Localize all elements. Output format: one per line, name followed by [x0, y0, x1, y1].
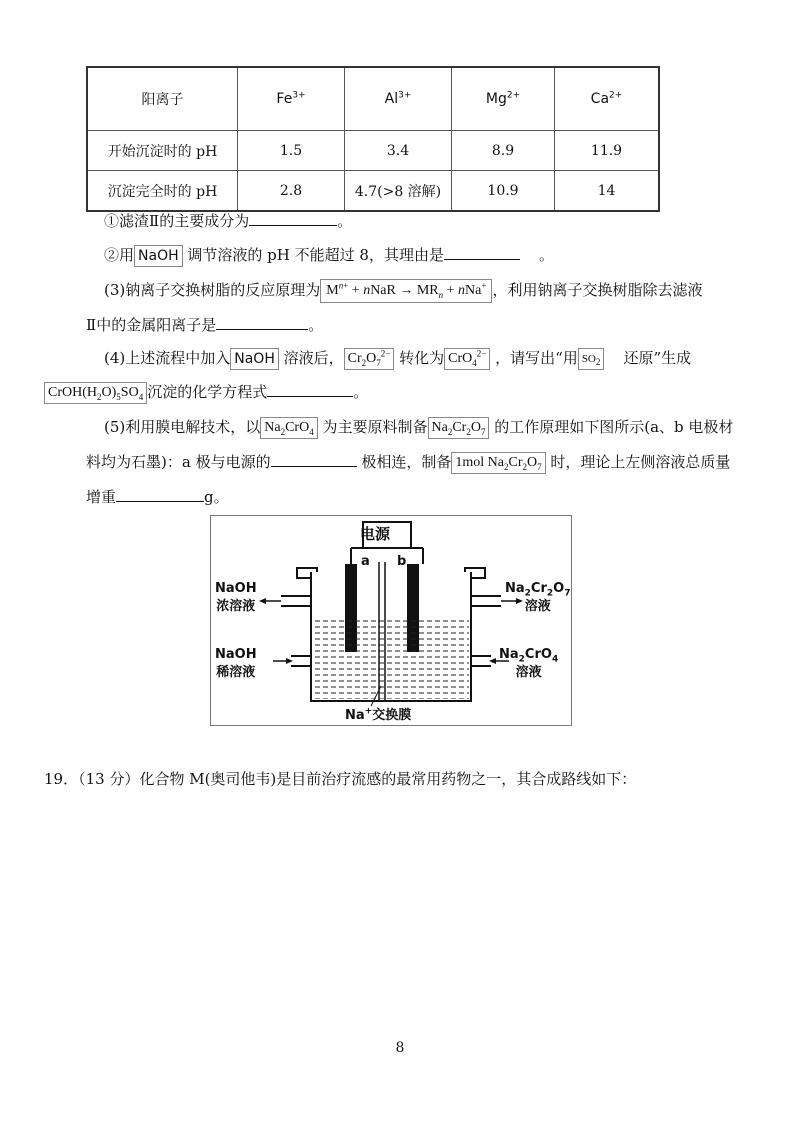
page-number: 8: [395, 1040, 405, 1056]
question-5-line3: 增重 g。: [86, 488, 229, 506]
question-5-line2: 料均为石墨)：a 极与电源的 极相连，制备 1mol $Na_2Cr_2O_7$ 时，理论上左侧溶液总质量: [86, 451, 730, 474]
left-outlet-label: NaOH 浓溶液: [215, 581, 257, 614]
table-header-fe: $Fe^{3+}$: [238, 67, 345, 131]
table-header-ca: $Ca^{2+}$: [555, 67, 660, 131]
question-19: 19．（13 分）化合物 M(奥司他韦)是目前治疗流感的最常用药物之一，其合成路线如下：: [44, 770, 637, 788]
table-header-mg: $Mg^{2+}$: [452, 67, 555, 131]
question-4: (4)上述流程中加入 NaOH 溶液后， $Cr_2O_7^{2-}$ 转化为 CrO$_4^{2-}$ ，请写出“用 $SO_2$ 还原”生成: [104, 347, 691, 370]
question-3-line2: Ⅱ中的金属阳离子是 。: [86, 316, 324, 334]
electrode-b-label: b: [397, 554, 407, 569]
right-inlet-label: $Na_2CrO_4$ 溶液: [499, 647, 559, 680]
left-inlet-label: NaOH 稀溶液: [215, 647, 257, 680]
power-supply-label: 电源: [360, 525, 391, 543]
cation-ph-table: [86, 66, 660, 212]
table-row: 开始沉淀时的 pH 1.5 3.4 8.9 11.9: [87, 131, 659, 171]
question-5: (5)利用膜电解技术，以 $Na_2CrO_4$ 为主要原料制备 $Na_2Cr_2O_7$ 的工作原理如下图所示(a、b 电极材: [104, 416, 733, 439]
question-1: ①滤渣Ⅱ的主要成分为 。: [104, 212, 353, 230]
electrolysis-diagram: [210, 515, 572, 726]
table-header-cation: 阳离子: [87, 67, 238, 131]
table-row: 沉淀完全时的 pH 2.8 4.7(>8 溶解) 10.9 14: [87, 171, 659, 212]
question-4-line2: $CrOH(H_2O)_5SO_4$ 沉淀的化学方程式 。: [44, 381, 368, 404]
table-header-al: $Al^{3+}$: [345, 67, 452, 131]
question-2: ②用 NaOH 调节溶液的 pH 不能超过 8，其理由是 。: [104, 244, 554, 267]
right-outlet-label: $Na_2Cr_2O_7$ 溶液: [505, 581, 571, 614]
membrane-label: Na+交换膜: [345, 706, 412, 723]
electrolysis-cell-figure: [211, 516, 571, 725]
question-3: (3)钠离子交换树脂的反应原理为 $M^{n+}$ + nNaR → $MR_n + nNa^+$ ，利用钠离子交换树脂除去滤液: [104, 279, 702, 303]
electrode-a-label: a: [361, 554, 370, 569]
